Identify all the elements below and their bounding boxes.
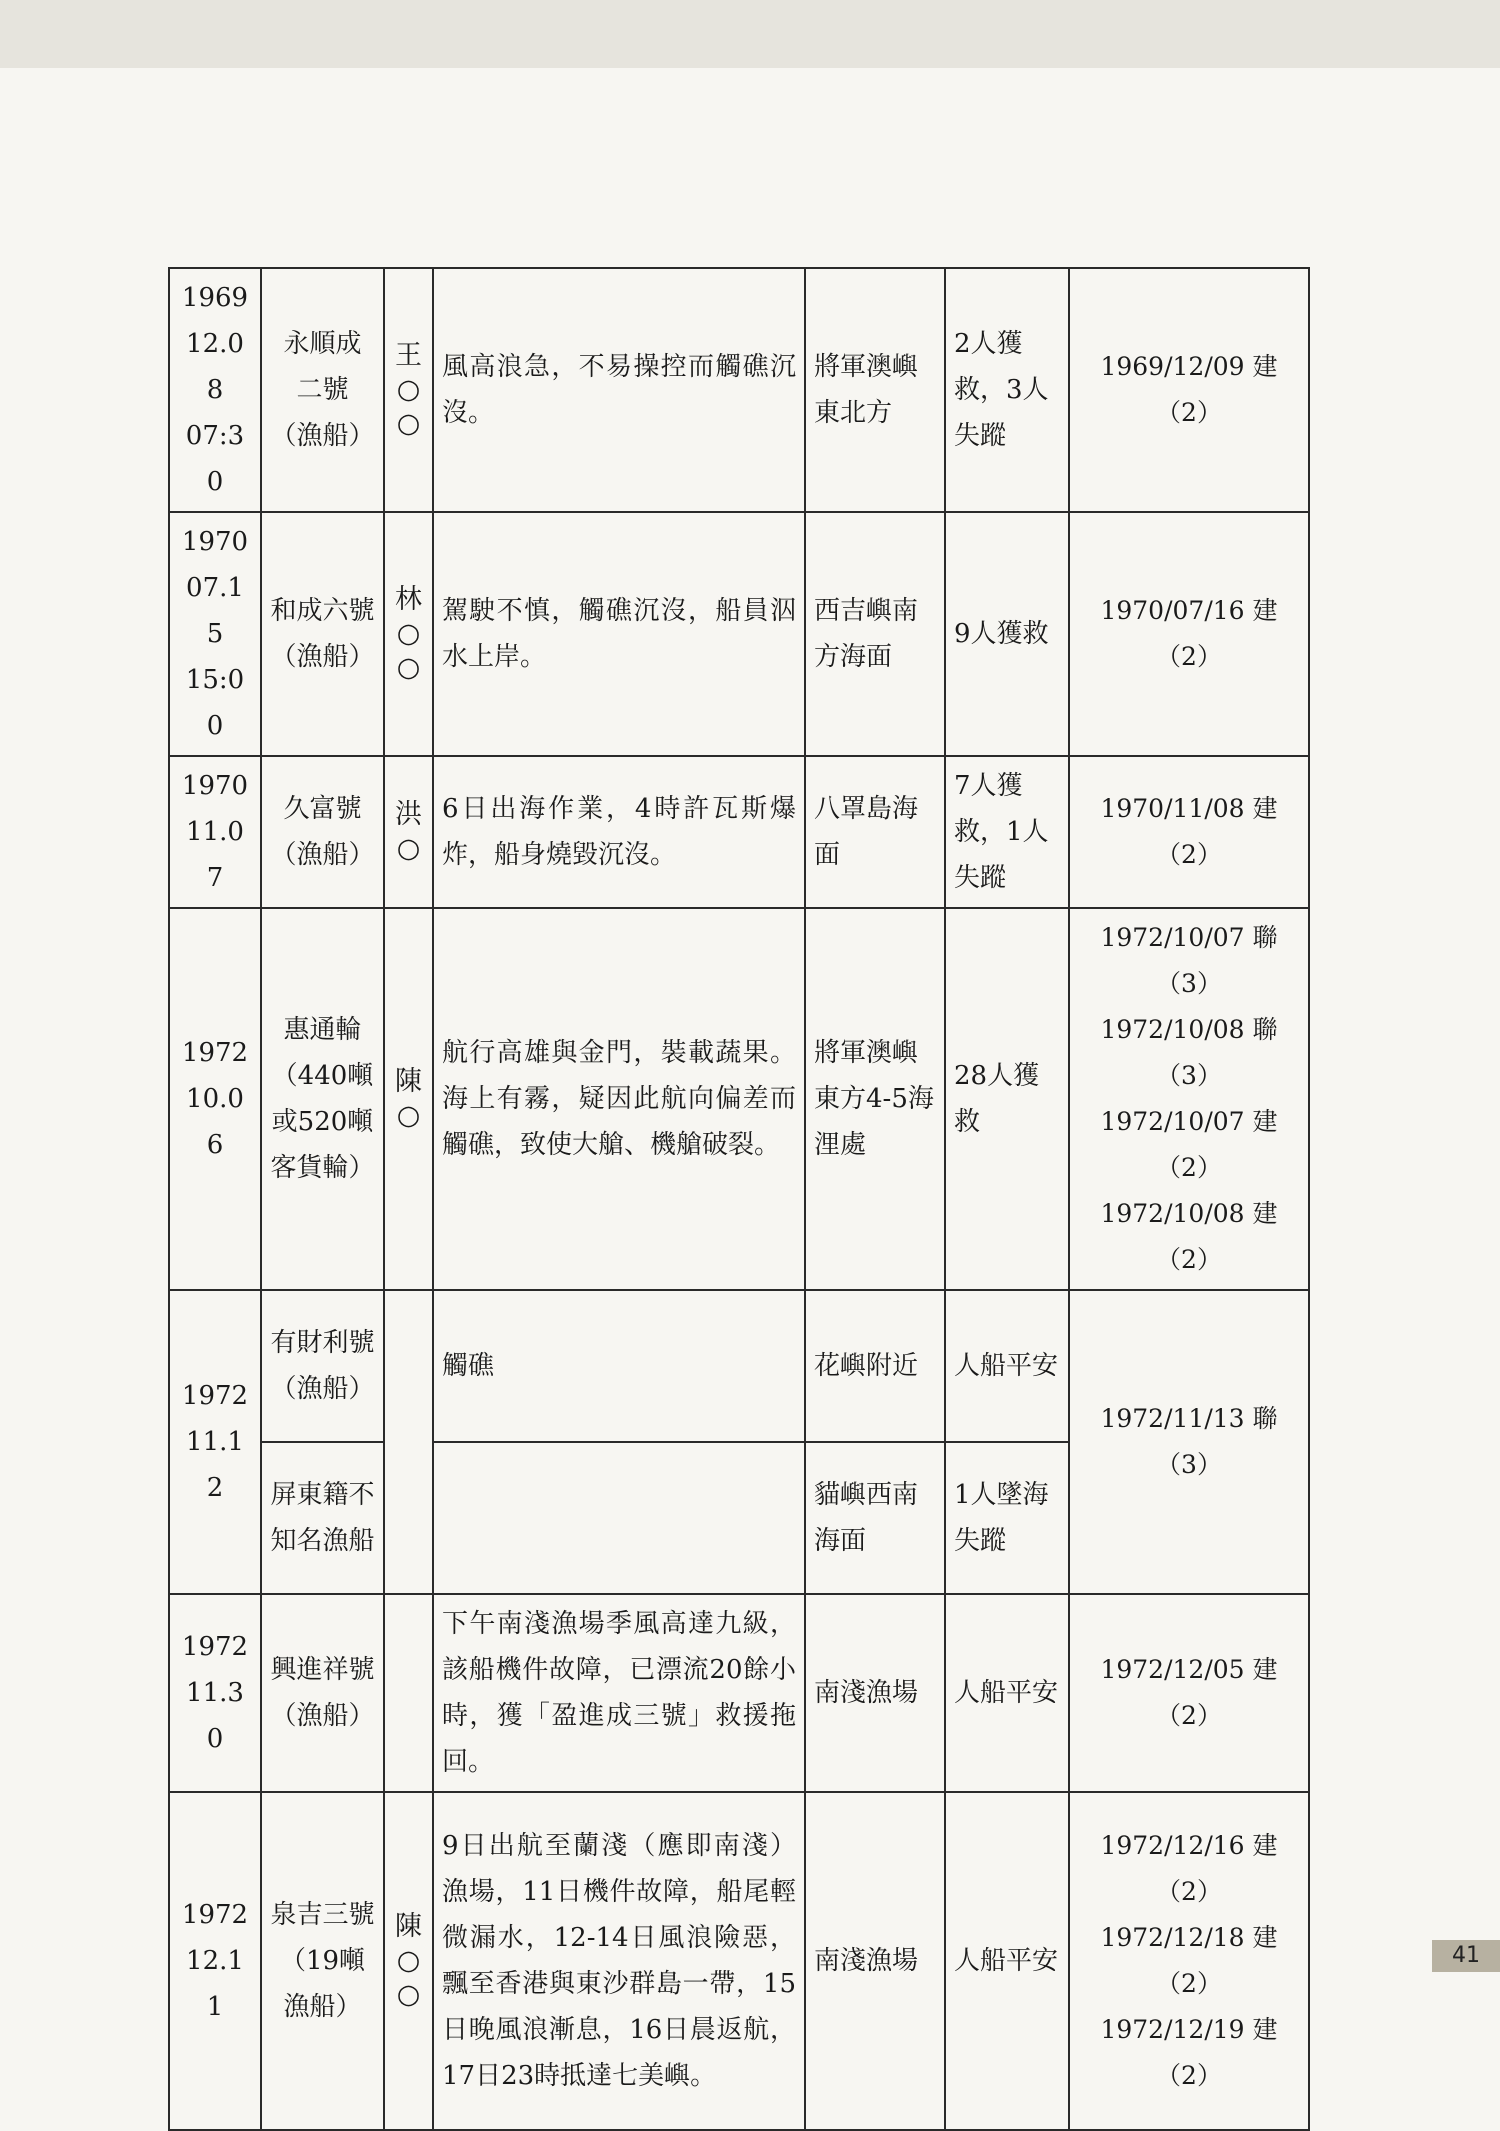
ship-name-cell: 惠通輪（440噸或520噸客貨輪）	[261, 908, 384, 1290]
casualty-cell: 1人墜海失蹤	[945, 1442, 1069, 1594]
scan-top-band	[0, 0, 1500, 68]
casualty-cell: 人船平安	[945, 1290, 1069, 1442]
date-cell: 1970 11.07	[169, 756, 261, 908]
page-number: 41	[1432, 1940, 1500, 1972]
location-cell: 南淺漁場	[805, 1792, 945, 2130]
table-row	[169, 756, 1309, 908]
date-cell: 1972 11.30	[169, 1594, 261, 1792]
captain-cell: 陳 ○	[384, 908, 433, 1290]
source-cell: 1972/12/05 建（2）	[1069, 1594, 1309, 1792]
location-cell: 西吉嶼南方海面	[805, 512, 945, 756]
casualty-cell: 2人獲救，3人失蹤	[945, 268, 1069, 512]
table-row	[169, 1792, 1309, 2130]
captain-cell: 王 ○ ○	[384, 268, 433, 512]
location-cell: 將軍澳嶼東方4-5海浬處	[805, 908, 945, 1290]
location-cell: 南淺漁場	[805, 1594, 945, 1792]
source-cell: 1972/10/07 聯（3） 1972/10/08 聯（3） 1972/10/07 建（2） 1972/10/08 建（2）	[1069, 908, 1309, 1290]
captain-cell: 洪 ○	[384, 756, 433, 908]
table-row	[169, 512, 1309, 756]
description-cell: 9日出航至蘭淺（應即南淺）漁場，11日機件故障，船尾輕微漏水，12-14日風浪險惡，飄至香港與東沙群島一帶，15日晚風浪漸息，16日晨返航，17日23時抵達七美嶼。	[433, 1792, 805, 2130]
description-cell: 駕駛不慎，觸礁沉沒，船員泅水上岸。	[433, 512, 805, 756]
description-cell: 航行高雄與金門，裝載蔬果。海上有霧，疑因此航向偏差而觸礁，致使大艙、機艙破裂。	[433, 908, 805, 1290]
casualty-cell: 人船平安	[945, 1594, 1069, 1792]
location-cell: 貓嶼西南海面	[805, 1442, 945, 1594]
captain-cell: 林 ○ ○	[384, 512, 433, 756]
captain-cell	[384, 1290, 433, 1594]
ship-name-cell: 久富號 （漁船）	[261, 756, 384, 908]
ship-name-cell: 有財利號（漁船）	[261, 1290, 384, 1442]
source-cell: 1969/12/09 建（2）	[1069, 268, 1309, 512]
location-cell: 八罩島海面	[805, 756, 945, 908]
location-cell: 將軍澳嶼東北方	[805, 268, 945, 512]
casualty-cell: 人船平安	[945, 1792, 1069, 2130]
table-row	[169, 1290, 1309, 1442]
captain-cell: 陳 ○ ○	[384, 1792, 433, 2130]
captain-cell	[384, 1594, 433, 1792]
date-cell: 1970 07.15 15:00	[169, 512, 261, 756]
date-cell: 1969 12.08 07:30	[169, 268, 261, 512]
description-cell: 下午南淺漁場季風高達九級，該船機件故障，已漂流20餘小時，獲「盈進成三號」救援拖回。	[433, 1594, 805, 1792]
description-cell: 6日出海作業，4時許瓦斯爆炸，船身燒毀沉沒。	[433, 756, 805, 908]
ship-name-cell: 泉吉三號（19噸漁船）	[261, 1792, 384, 2130]
casualty-cell: 28人獲救	[945, 908, 1069, 1290]
date-cell: 1972 11.12	[169, 1290, 261, 1594]
table-row	[169, 908, 1309, 1290]
description-cell: 風高浪急，不易操控而觸礁沉沒。	[433, 268, 805, 512]
table-row	[169, 1594, 1309, 1792]
location-cell: 花嶼附近	[805, 1290, 945, 1442]
source-cell: 1972/12/16 建（2） 1972/12/18 建（2） 1972/12/19 建（2）	[1069, 1792, 1309, 2130]
description-cell	[433, 1442, 805, 1594]
shipwreck-record-table	[168, 267, 1310, 2131]
ship-name-cell: 興進祥號（漁船）	[261, 1594, 384, 1792]
casualty-cell: 9人獲救	[945, 512, 1069, 756]
source-cell: 1972/11/13 聯（3）	[1069, 1290, 1309, 1594]
description-cell: 觸礁	[433, 1290, 805, 1442]
table-row	[169, 268, 1309, 512]
source-cell: 1970/07/16 建（2）	[1069, 512, 1309, 756]
ship-name-cell: 永順成 二號 （漁船）	[261, 268, 384, 512]
date-cell: 1972 12.11	[169, 1792, 261, 2130]
source-cell: 1970/11/08 建（2）	[1069, 756, 1309, 908]
ship-name-cell: 和成六號（漁船）	[261, 512, 384, 756]
date-cell: 1972 10.06	[169, 908, 261, 1290]
ship-name-cell: 屏東籍不知名漁船	[261, 1442, 384, 1594]
casualty-cell: 7人獲救，1人失蹤	[945, 756, 1069, 908]
